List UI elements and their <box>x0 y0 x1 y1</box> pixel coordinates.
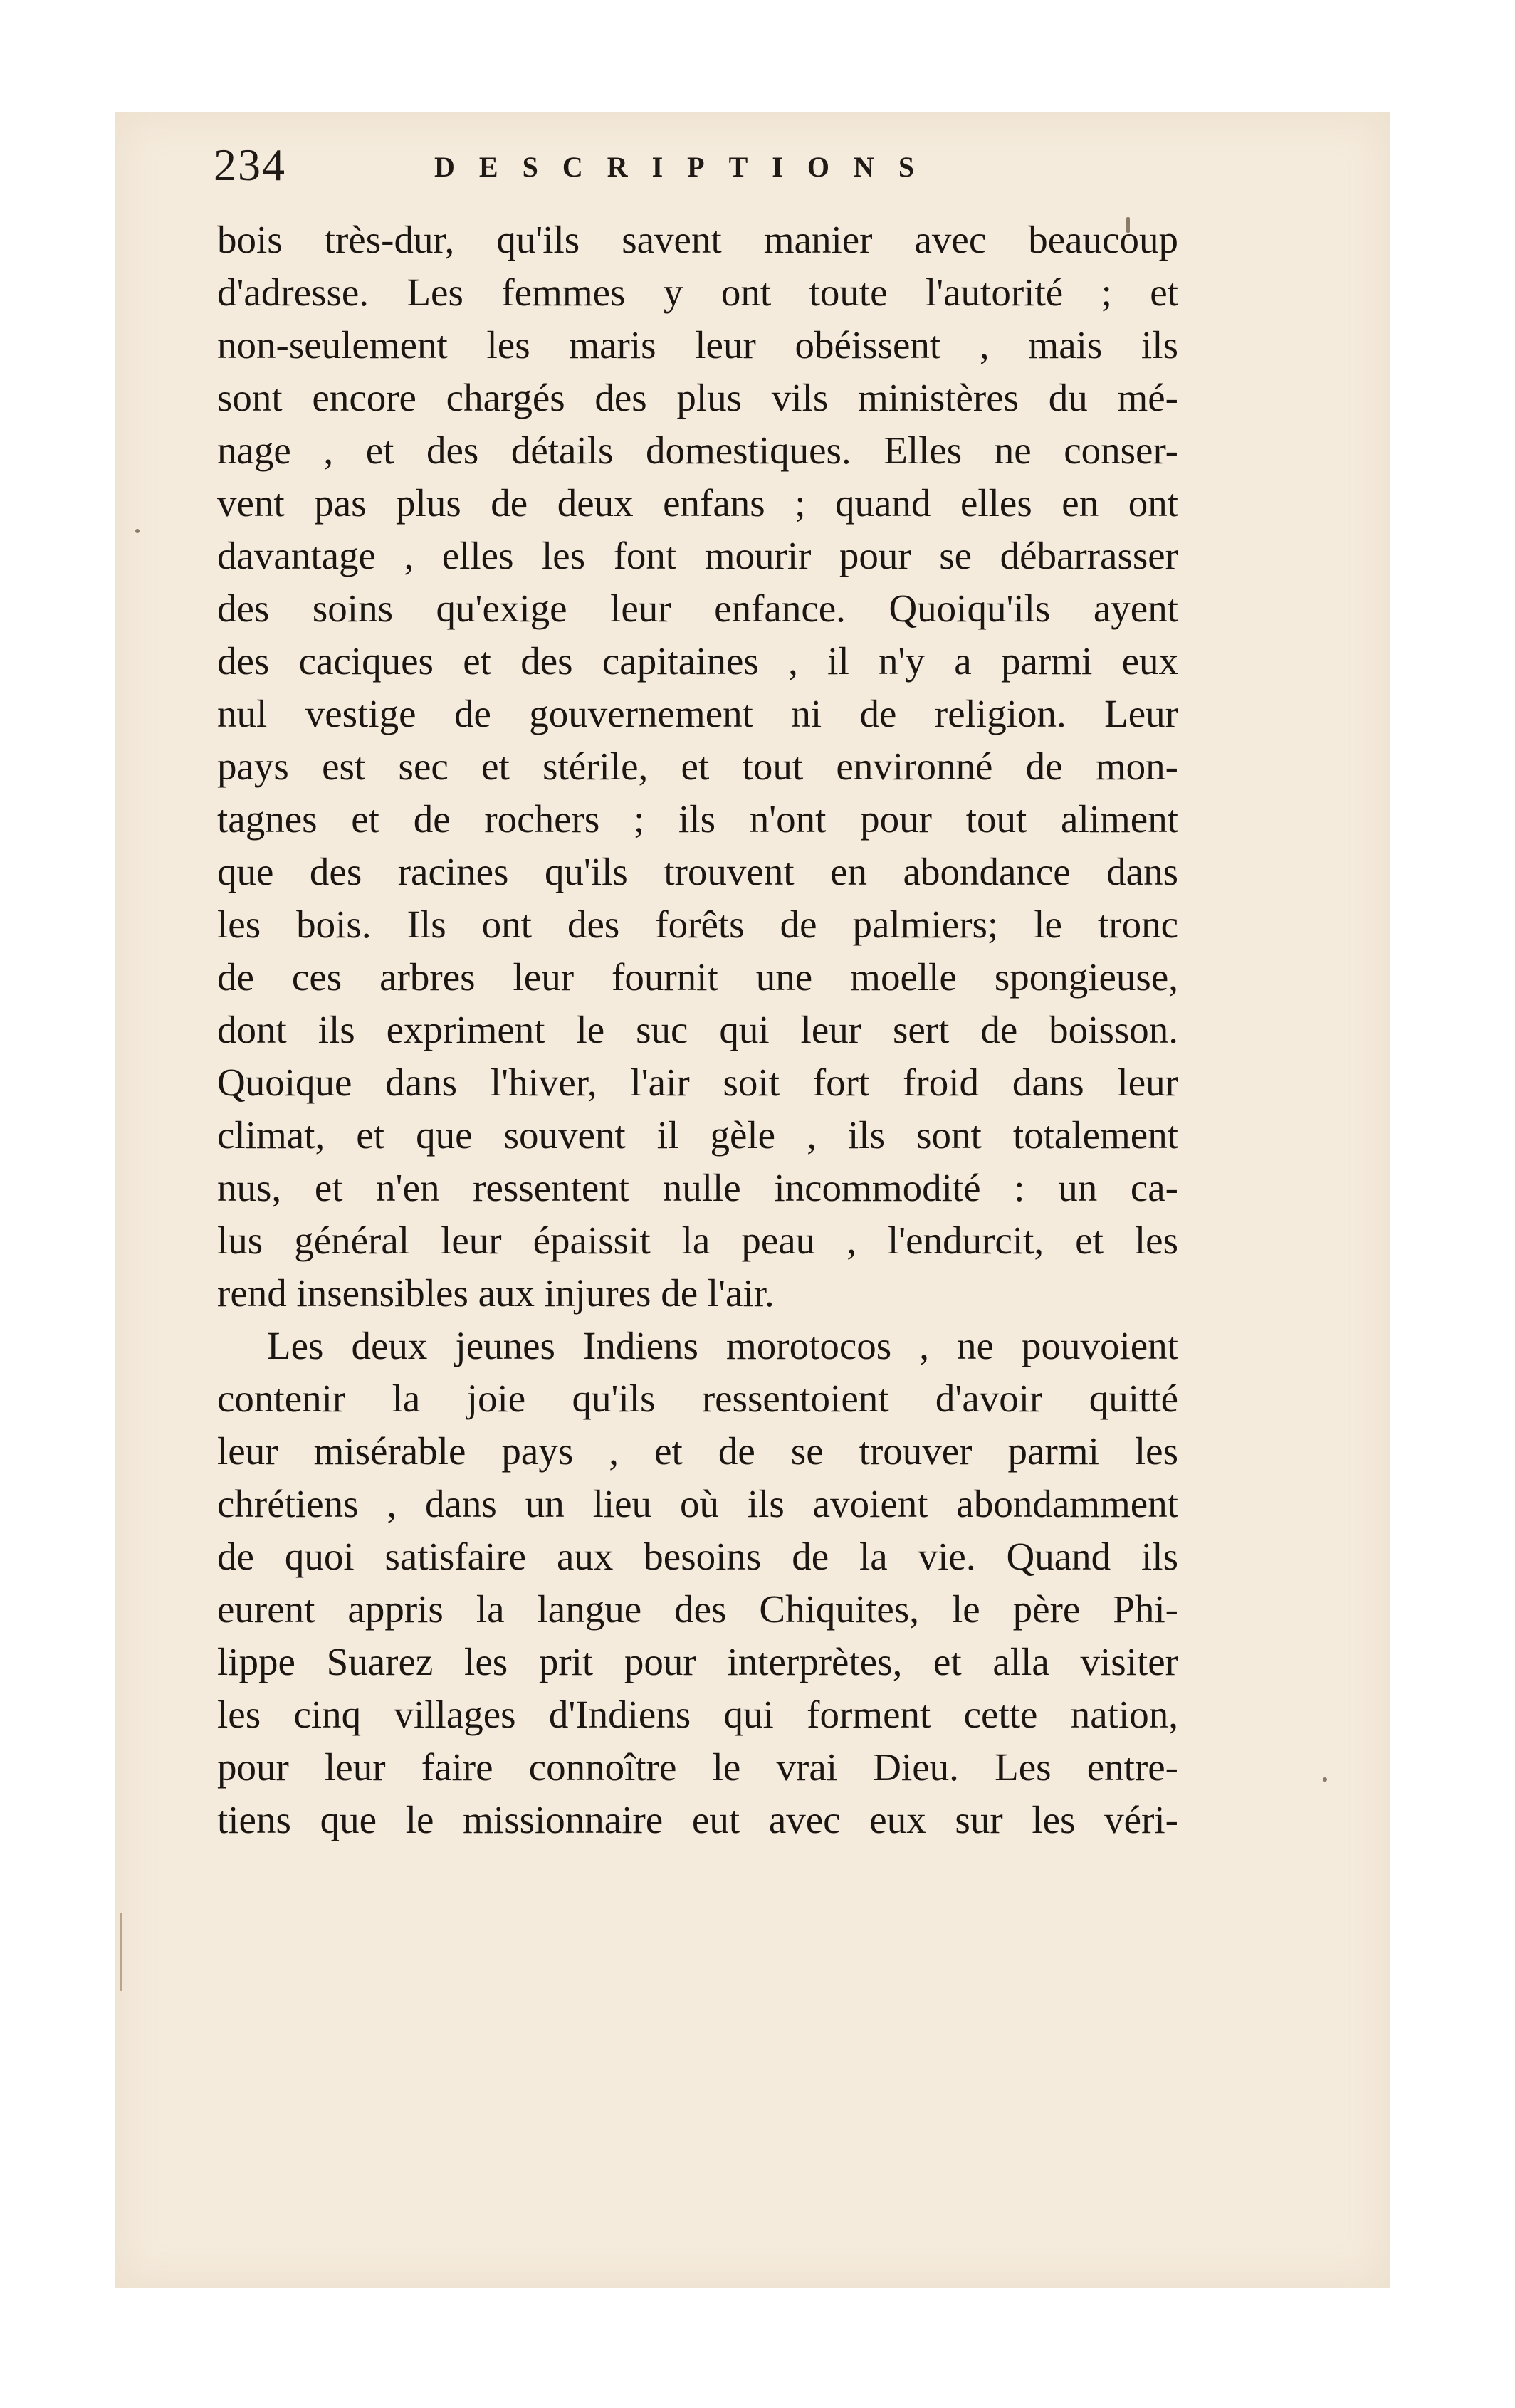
text-line: les cinq villages d'Indiens qui forment cette nation, <box>217 1693 1178 1736</box>
page-header <box>214 139 1111 224</box>
text-line: nage , et des détails domestiques. Elles ne conser- <box>217 429 1178 472</box>
text-line: dont ils expriment le suc qui leur sert de boisson. <box>217 1008 1178 1051</box>
text-line: davantage , elles les font mourir pour se débarrasser <box>217 534 1178 577</box>
text-line: nul vestige de gouvernement ni de religion. Leur <box>217 692 1178 735</box>
text-line: lus général leur épaissit la peau , l'endurcit, et les <box>217 1219 1178 1262</box>
text-line: tiens que le missionnaire eut avec eux sur les véri- <box>217 1798 1178 1841</box>
body-text <box>217 214 1178 1846</box>
text-line: de quoi satisfaire aux besoins de la vie. Quand ils <box>217 1535 1178 1578</box>
text-line: des caciques et des capitaines , il n'y a parmi eux <box>217 639 1178 683</box>
paragraph-2 <box>217 1320 1178 1846</box>
page-number: 234 <box>214 140 286 190</box>
text-line: des soins qu'exige leur enfance. Quoiqu'ils ayent <box>217 587 1178 630</box>
text-line: de ces arbres leur fournit une moelle spongieuse, <box>217 955 1178 999</box>
text-line: rend insensibles aux injures de l'air. <box>217 1271 775 1315</box>
text-line: vent pas plus de deux enfans ; quand elles en ont <box>217 481 1178 525</box>
text-line: bois très-dur, qu'ils savent manier avec beaucoup <box>217 218 1178 261</box>
text-line: que des racines qu'ils trouvent en abondance dans <box>217 850 1178 893</box>
text-line: nus, et n'en ressentent nulle incommodité : un ca- <box>217 1166 1178 1209</box>
text-line: climat, et que souvent il gèle , ils sont totalement <box>217 1113 1178 1157</box>
paragraph-1 <box>217 214 1178 1320</box>
paper-speck <box>1323 1777 1327 1782</box>
text-line: eurent appris la langue des Chiquites, le père Phi- <box>217 1587 1178 1631</box>
text-line: pour leur faire connoître le vrai Dieu. Les entre- <box>217 1745 1178 1789</box>
text-line: lippe Suarez les prit pour interprètes, et alla visiter <box>217 1640 1178 1683</box>
text-line: chrétiens , dans un lieu où ils avoient abondamment <box>217 1482 1178 1525</box>
text-line: non-seulement les maris leur obéissent , mais ils <box>217 323 1178 367</box>
paper-speck <box>135 529 140 533</box>
text-line: les bois. Ils ont des forêts de palmiers; le tronc <box>217 903 1178 946</box>
text-line: tagnes et de rochers ; ils n'ont pour tout aliment <box>217 797 1178 841</box>
text-line: d'adresse. Les femmes y ont toute l'autorité ; et <box>217 270 1178 314</box>
text-line: Quoique dans l'hiver, l'air soit fort froid dans leur <box>217 1061 1178 1104</box>
text-line: Les deux jeunes Indiens morotocos , ne pouvoient <box>267 1324 1178 1367</box>
text-line: leur misérable pays , et de se trouver parmi les <box>217 1429 1178 1473</box>
text-line: pays est sec et stérile, et tout environné de mon- <box>217 745 1178 788</box>
text-line: sont encore chargés des plus vils ministères du mé- <box>217 376 1178 419</box>
text-line: contenir la joie qu'ils ressentoient d'avoir quitté <box>217 1377 1178 1420</box>
paper-speck <box>120 1913 122 1991</box>
running-head: DESCRIPTIONS <box>434 151 939 183</box>
